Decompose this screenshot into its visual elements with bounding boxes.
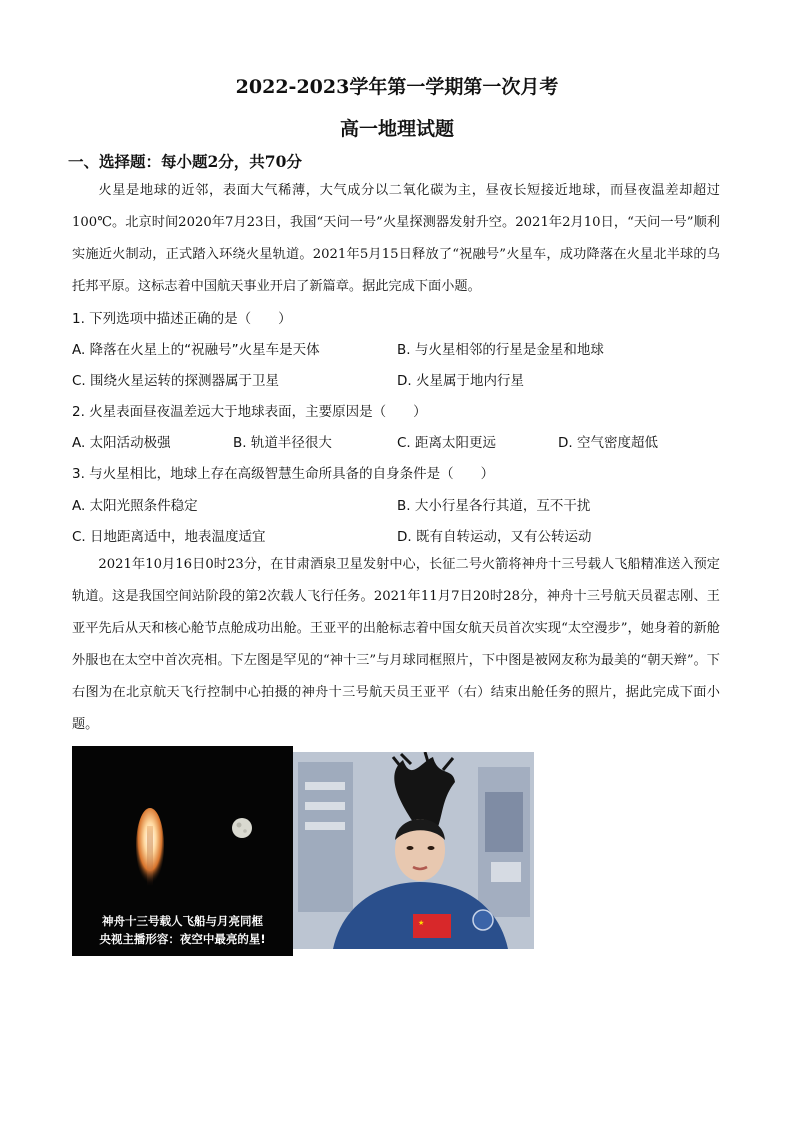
question-2-option-b: B. 轨道半径很大 (233, 435, 332, 451)
question-1-option-b: B. 与火星相邻的行星是金星和地球 (397, 342, 604, 358)
astronaut-illustration (293, 752, 534, 949)
question-1-option-d: D. 火星属于地内行星 (397, 373, 524, 389)
passage-shenzhou: 2021年10月16日0时23分，在甘肃酒泉卫星发射中心，长征二号火箭将神舟十三号载人飞船精准送入预定轨道。这是我国空间站阶段的第2次载人飞行任务。2021年11月7日20时28分，神舟十三号航天员翟志刚、王亚平先后从天和核心舱节点舱成功出舱。王亚平的出舱标志着中国女航天员首次实现“太空漫步”，她身着的新舱外服也在太空中首次亮相。下左图是罕见的“神十三”与月球同框照片，下中图是被网友称为最美的“朝天辫”。下右图为在北京航天飞行控制中心拍摄的神舟十三号航天员王亚平（右）结束出舱任务的照片，据此完成下面小题。 (72, 557, 720, 732)
question-2-option-a: A. 太阳活动极强 (72, 435, 171, 451)
astronaut-photo (293, 752, 534, 949)
svg-text:★: ★ (418, 919, 425, 927)
rocket-moon-photo (72, 746, 293, 956)
photo-caption-line1: 神舟十三号载人飞船与月亮同框 (102, 914, 263, 928)
question-3-option-a: A. 太阳光照条件稳定 (72, 498, 198, 514)
question-3-option-b: B. 大小行星各行其道，互不干扰 (397, 498, 591, 514)
section-heading: 一、选择题：每小题2分，共70分 (68, 152, 302, 171)
question-2-option-d: D. 空气密度超低 (558, 435, 658, 451)
question-1-stem: 1. 下列选项中描述正确的是（ ） (72, 311, 292, 327)
photo-caption-line2: 央视主播形容：夜空中最亮的星! (99, 932, 266, 946)
rocket-trail-icon (147, 826, 153, 886)
question-3-option-d: D. 既有自转运动，又有公转运动 (397, 529, 592, 545)
exam-title: 2022-2023学年第一学期第一次月考 (235, 76, 559, 98)
question-1-option-a: A. 降落在火星上的“祝融号”火星车是天体 (72, 342, 320, 358)
question-1-option-c: C. 围绕火星运转的探测器属于卫星 (72, 373, 280, 389)
exam-subtitle: 高一地理试题 (339, 118, 454, 140)
passage-mars: 火星是地球的近邻，表面大气稀薄，大气成分以二氧化碳为主，昼夜长短接近地球，而昼夜温差却超过100℃。北京时间2020年7月23日，我国“天问一号”火星探测器发射升空。2021年2月10日，“天问一号”顺利实施近火制动，正式踏入环绕火星轨道。2021年5月15日释放了“祝融号”火星车，成功降落在火星北半球的乌托邦平原。这标志着中国航天事业开启了新篇章。据此完成下面小题。 (72, 183, 720, 294)
question-3-stem: 3. 与火星相比，地球上存在高级智慧生命所具备的自身条件是（ ） (72, 466, 495, 482)
question-2-stem: 2. 火星表面昼夜温差远大于地球表面，主要原因是（ ） (72, 404, 427, 420)
photo-caption (72, 912, 293, 948)
question-3-option-c: C. 日地距离适中，地表温度适宜 (72, 529, 266, 545)
question-2-option-c: C. 距离太阳更远 (397, 435, 497, 451)
moon-icon (232, 818, 252, 838)
